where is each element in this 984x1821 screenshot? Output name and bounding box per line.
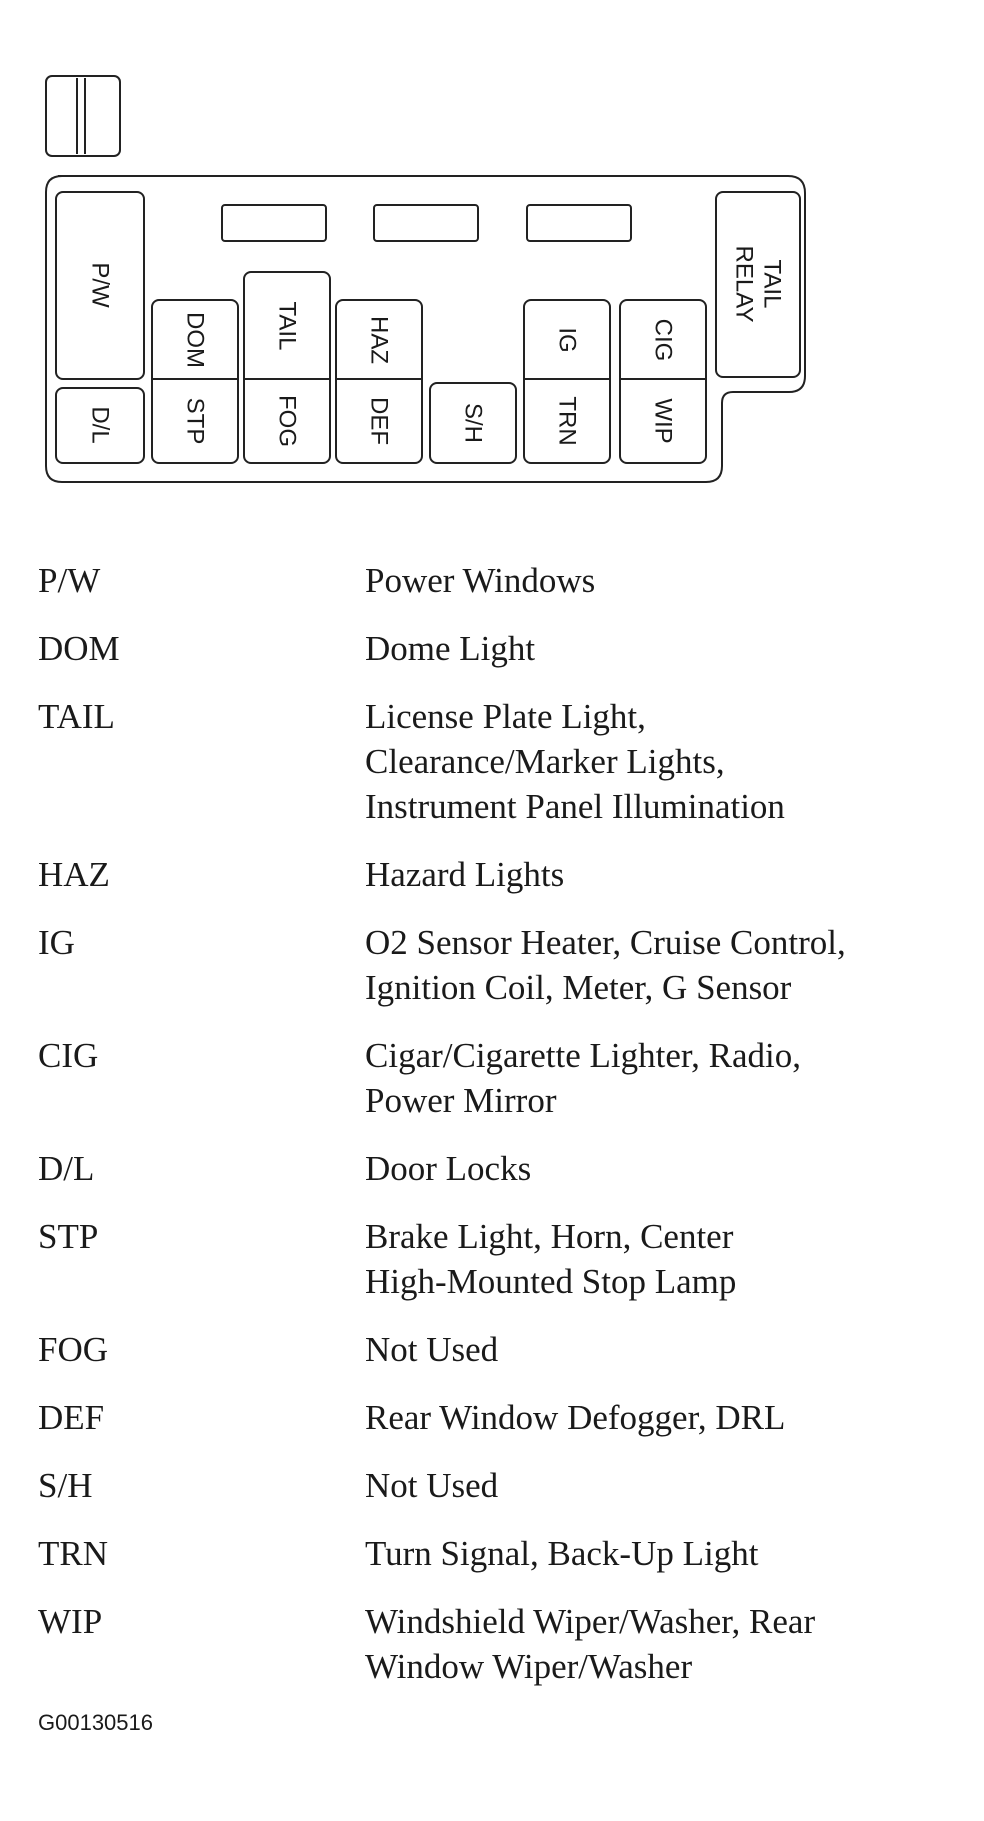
legend-row bbox=[38, 1395, 968, 1440]
fuse-label-fog: FOG bbox=[273, 395, 301, 447]
legend-description-line: Power Windows bbox=[365, 561, 596, 600]
fuse-label-dom: DOM bbox=[181, 312, 209, 368]
legend-description-line: Dome Light bbox=[365, 629, 536, 668]
legend-row bbox=[38, 1327, 968, 1372]
legend-description bbox=[365, 694, 968, 829]
legend-code: P/W bbox=[38, 561, 101, 600]
legend-description bbox=[365, 1033, 968, 1123]
legend-description bbox=[365, 626, 968, 671]
legend-code: HAZ bbox=[38, 855, 110, 894]
legend-row bbox=[38, 852, 968, 897]
fuse-box-diagram bbox=[0, 0, 984, 520]
spare-slot bbox=[527, 205, 631, 241]
legend-code: D/L bbox=[38, 1149, 95, 1188]
spare-slot bbox=[222, 205, 326, 241]
legend-code: DEF bbox=[38, 1398, 105, 1437]
legend-description-line: Ignition Coil, Meter, G Sensor bbox=[365, 968, 792, 1007]
figure-id: G00130516 bbox=[38, 1710, 153, 1735]
legend-description-line: High-Mounted Stop Lamp bbox=[365, 1262, 737, 1301]
fuse-label-def: DEF bbox=[365, 397, 393, 445]
legend-code: DOM bbox=[38, 629, 120, 668]
legend-row bbox=[38, 626, 968, 671]
fuse-label-stp: STP bbox=[181, 397, 209, 445]
legend-row bbox=[38, 1463, 968, 1508]
tail-relay-label-line2: RELAY bbox=[730, 245, 758, 323]
tail-relay-label-line1: TAIL bbox=[758, 259, 786, 309]
legend-code: WIP bbox=[38, 1602, 103, 1641]
fuse-label-ig: IG bbox=[553, 327, 581, 353]
legend-row bbox=[38, 920, 968, 1010]
legend-code: TAIL bbox=[38, 697, 115, 736]
legend-description bbox=[365, 1214, 968, 1304]
legend-description bbox=[365, 1531, 968, 1576]
legend-description-line: Windshield Wiper/Washer, Rear bbox=[365, 1602, 816, 1641]
legend-description bbox=[365, 920, 968, 1010]
fuse-legend bbox=[38, 558, 968, 1712]
legend-description bbox=[365, 1146, 968, 1191]
fuse-label-wip: WIP bbox=[649, 398, 677, 444]
fuse-box-housing bbox=[46, 176, 805, 482]
legend-description-line: License Plate Light, bbox=[365, 697, 646, 736]
legend-code: STP bbox=[38, 1217, 99, 1256]
legend-description-line: Hazard Lights bbox=[365, 855, 565, 894]
legend-row bbox=[38, 1214, 968, 1304]
legend-description-line: Brake Light, Horn, Center bbox=[365, 1217, 734, 1256]
legend-description-line: Instrument Panel Illumination bbox=[365, 787, 785, 826]
fuse-label-dl: D/L bbox=[86, 406, 114, 444]
legend-description-line: Not Used bbox=[365, 1330, 499, 1369]
legend-description-line: Power Mirror bbox=[365, 1081, 557, 1120]
legend-description bbox=[365, 1395, 968, 1440]
legend-row bbox=[38, 558, 968, 603]
legend-row bbox=[38, 1033, 968, 1123]
legend-row bbox=[38, 1531, 968, 1576]
legend-code: FOG bbox=[38, 1330, 109, 1369]
legend-description-line: Cigar/Cigarette Lighter, Radio, bbox=[365, 1036, 801, 1075]
legend-description-line: Clearance/Marker Lights, bbox=[365, 742, 725, 781]
fuse-label-tail: TAIL bbox=[273, 301, 301, 351]
legend-description-line: Window Wiper/Washer bbox=[365, 1647, 693, 1686]
fuse-label-pw: P/W bbox=[86, 262, 114, 308]
legend-description-line: O2 Sensor Heater, Cruise Control, bbox=[365, 923, 846, 962]
fuse-label-trn: TRN bbox=[553, 396, 581, 446]
legend-row bbox=[38, 694, 968, 829]
legend-description bbox=[365, 558, 968, 603]
legend-description-line: Not Used bbox=[365, 1466, 499, 1505]
fuse-label-sh: S/H bbox=[459, 402, 487, 444]
legend-description bbox=[365, 1463, 968, 1508]
legend-description-line: Rear Window Defogger, DRL bbox=[365, 1398, 786, 1437]
spare-slot bbox=[374, 205, 478, 241]
legend-description-line: Door Locks bbox=[365, 1149, 532, 1188]
legend-code: S/H bbox=[38, 1466, 93, 1505]
legend-description bbox=[365, 852, 968, 897]
legend-row bbox=[38, 1599, 968, 1689]
legend-code: TRN bbox=[38, 1534, 108, 1573]
legend-description-line: Turn Signal, Back-Up Light bbox=[365, 1534, 759, 1573]
legend-description bbox=[365, 1599, 968, 1689]
fuse-label-haz: HAZ bbox=[365, 316, 393, 364]
legend-code: CIG bbox=[38, 1036, 99, 1075]
fuse-label-cig: CIG bbox=[649, 318, 677, 362]
legend-description bbox=[365, 1327, 968, 1372]
legend-code: IG bbox=[38, 923, 75, 962]
connector-tab bbox=[46, 76, 120, 156]
legend-row bbox=[38, 1146, 968, 1191]
